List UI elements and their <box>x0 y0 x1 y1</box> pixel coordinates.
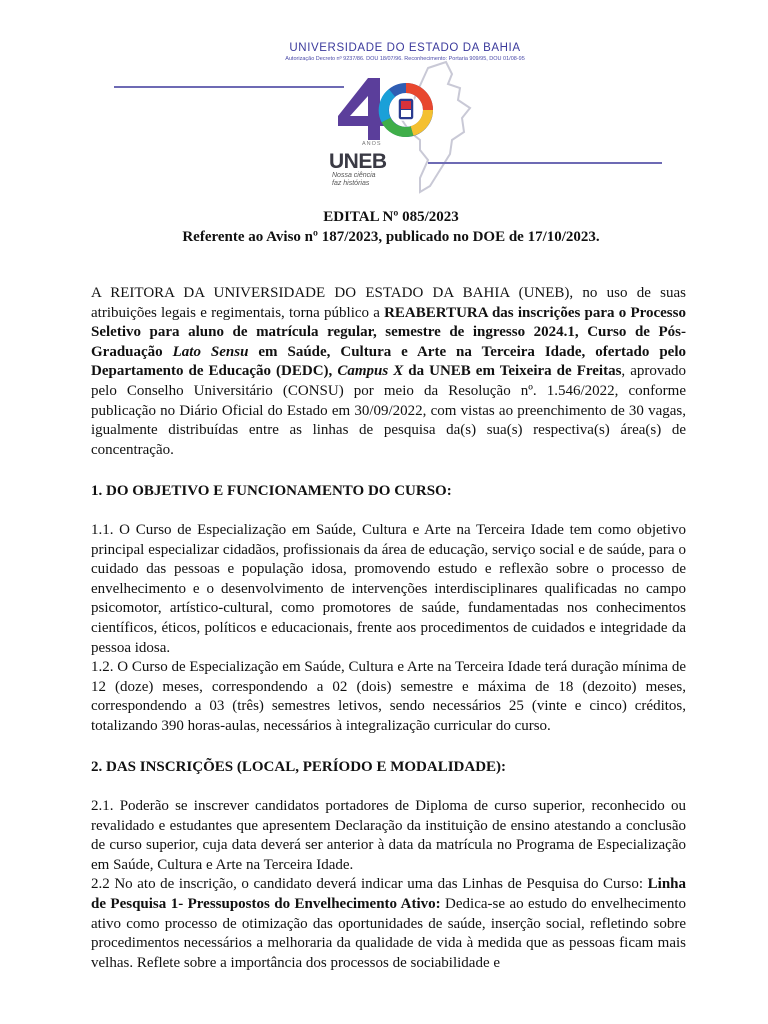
document-body <box>91 284 686 973</box>
anos-label: ANOS <box>362 141 382 147</box>
authorization-line: Autorização Decreto nº 9237/86. DOU 18/07/96. Reconhecimento: Portaria 909/95, DOU 01/08-95 <box>285 56 525 62</box>
intro-paragraph: A REITORA DA UNIVERSIDADE DO ESTADO DA BAHIA (UNEB), no uso de suas atribuições legais e regimentais, torna público a REABERTURA das inscrições para o Processo Seletivo para aluno de matrícula regular, semestre de ingresso 2024.1, Curso de Pós-Graduação Lato Sensu em Saúde, Cultura e Arte na Terceira Idade, ofertado pelo Departamento de Educação (DEDC), Campus X da UNEB em Teixeira de Freitas, aprovado pelo Conselho Universitário (CONSU) por meio da Resolução nº. 1.546/2022, conforme publicação no Diário Oficial do Estado em 30/09/2022, com vistas ao preenchimento de 30 vagas, igualmente distribuídas entre as linhas de pesquisa da(s) sua(s) respectiva(s) área(s) de concentração. <box>91 285 687 458</box>
edital-number: EDITAL Nº 085/2023 <box>323 209 459 225</box>
uneb-wordmark: UNEB <box>329 150 387 173</box>
section-1-2-paragraph: 1.2. O Curso de Especialização em Saúde, Cultura e Arte na Terceira Idade terá duração mínima de 12 (doze) meses, correspondendo a 02 (dois) semestre e máxima de 18 (dezoito) meses, correspondendo a 03 (três) semestres letivos, sendo necessários 25 (vinte e cinco) créditos, totalizando 390 horas-aulas, necessários à integralização curricular do curso. <box>91 659 686 734</box>
document-header <box>0 0 768 200</box>
edital-reference: Referente ao Aviso nº 187/2023, publicado no DOE de 17/10/2023. <box>182 229 600 245</box>
section-1-1-paragraph: 1.1. O Curso de Especialização em Saúde, Cultura e Arte na Terceira Idade tem como objetivo principal especializar cidadãos, profissionais da área de educação, serviço social e de saúde, para o cuidado das pessoas e população idosa, promovendo estudo e reflexão sobre o processo de envelhecimento e o desenvolvimento de intervenções interdisciplinares qualificadas no campo psicomotor, artístico-cultural, como promotores de saúde, fundamentadas nos conhecimentos científicos, éticos, políticos e educacionais, frente aos procedimentos de cuidados e integridade da pessoa idosa. <box>91 521 686 656</box>
section-2-heading: 2. DAS INSCRIÇÕES (LOCAL, PERÍODO E MODALIDADE): <box>91 759 507 776</box>
university-name: UNIVERSIDADE DO ESTADO DA BAHIA <box>289 42 521 54</box>
section-2-2-paragraph: 2.2 No ato de inscrição, o candidato deverá indicar uma das Linhas de Pesquisa do Curso: Linha de Pesquisa 1- Pressupostos do Envelhecimento Ativo: Dedica-se ao estudo do envelhecimento ativo como processo de otimização das oportunidades de saúde, inserção social, refletindo sobre procedimentos necessários a melhoraria da qualidade de vida à medida que as pessoas ficam mais velhas. Reflete sobre a importância dos processos de sociabilidade e <box>91 876 686 971</box>
section-1-heading: 1. DO OBJETIVO E FUNCIONAMENTO DO CURSO: <box>91 483 452 500</box>
section-2-1-paragraph: 2.1. Poderão se inscrever candidatos portadores de Diploma de curso superior, reconhecido ou revalidado e estudantes que apresentem Declaração da instituição de ensino atestando a conclusão de curso superior, cuja data deverá ser anterior à data da matrícula no Programa de Especialização em Saúde, Cultura e Arte na Terceira Idade. <box>91 798 686 873</box>
edital-title <box>0 207 768 247</box>
uneb-tagline: Nossa ciência faz histórias <box>332 172 376 187</box>
